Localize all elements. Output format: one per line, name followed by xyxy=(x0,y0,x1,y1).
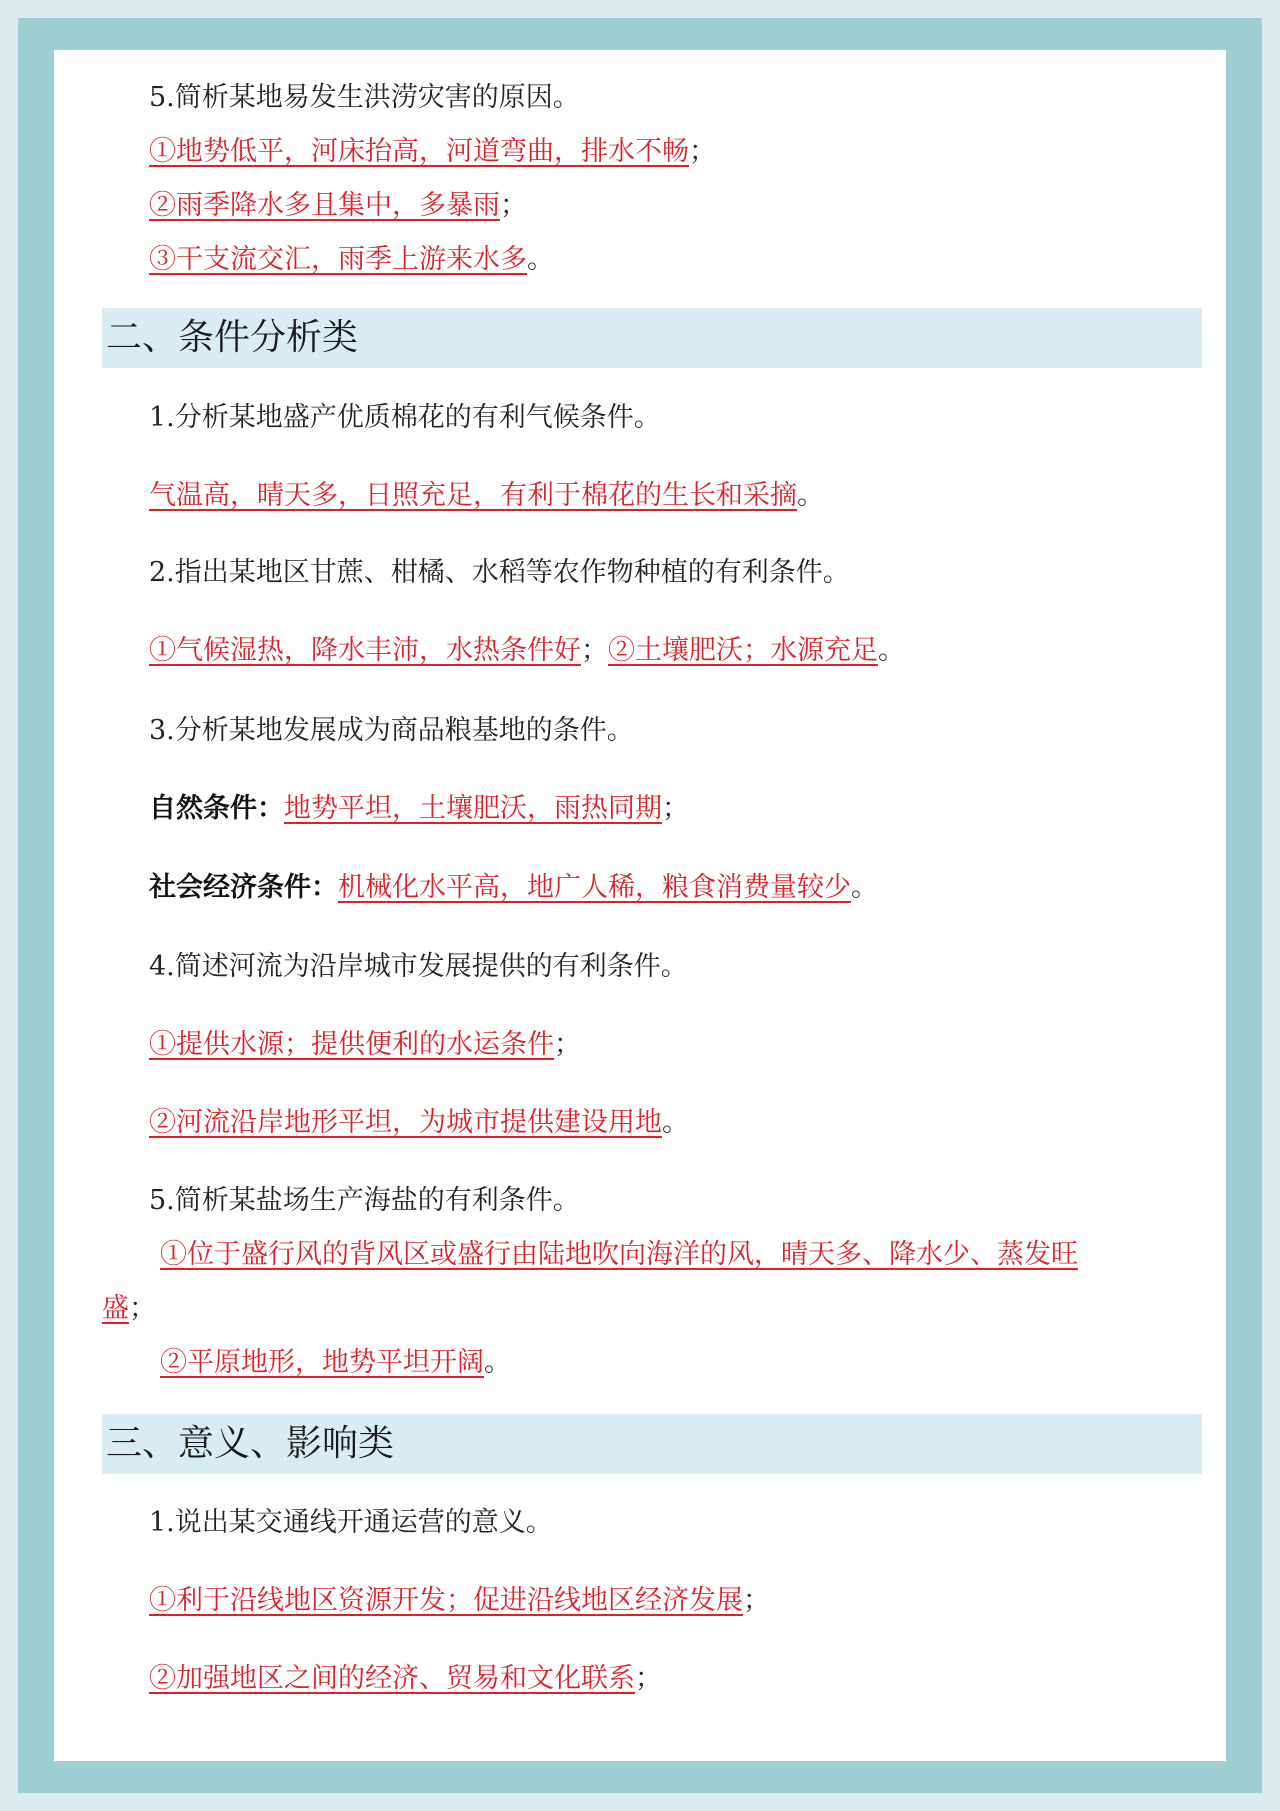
answer-river-city-2: ②河流沿岸地形平坦，为城市提供建设用地。 xyxy=(149,1107,689,1138)
question-flood: 5.简析某地易发生洪涝灾害的原因。 xyxy=(149,82,580,113)
section-heading-significance: 三、意义、影响类 xyxy=(102,1414,1202,1474)
answer-cotton: 气温高，晴天多，日照充足，有利于棉花的生长和采摘。 xyxy=(149,480,824,511)
answer-flood-3: ③干支流交汇，雨季上游来水多。 xyxy=(149,244,554,275)
answer-sea-salt-1-line2: 盛； xyxy=(102,1293,156,1324)
answer-transport-2: ②加强地区之间的经济、贸易和文化联系； xyxy=(149,1663,662,1694)
document-page xyxy=(54,50,1226,1761)
answer-sea-salt-1-line1: ①位于盛行风的背风区或盛行由陆地吹向海洋的风，晴天多、降水少、蒸发旺 xyxy=(160,1239,1078,1270)
section-heading-conditions: 二、条件分析类 xyxy=(102,308,1202,368)
answer-flood-2: ②雨季降水多且集中，多暴雨； xyxy=(149,190,527,221)
question-river-city: 4.简述河流为沿岸城市发展提供的有利条件。 xyxy=(149,951,688,982)
question-transport-line: 1.说出某交通线开通运营的意义。 xyxy=(149,1507,553,1538)
answer-sea-salt-2: ②平原地形，地势平坦开阔。 xyxy=(160,1347,511,1378)
question-grain-base: 3.分析某地发展成为商品粮基地的条件。 xyxy=(149,715,634,746)
answer-crops: ①气候湿热，降水丰沛，水热条件好；②土壤肥沃；水源充足。 xyxy=(149,635,905,666)
answer-river-city-1: ①提供水源；提供便利的水运条件； xyxy=(149,1029,581,1060)
answer-flood-1: ①地势低平，河床抬高，河道弯曲，排水不畅； xyxy=(149,136,716,167)
answer-social-conditions: 社会经济条件：机械化水平高，地广人稀，粮食消费量较少。 xyxy=(149,872,878,903)
answer-transport-1: ①利于沿线地区资源开发；促进沿线地区经济发展； xyxy=(149,1585,770,1616)
question-sea-salt: 5.简析某盐场生产海盐的有利条件。 xyxy=(149,1185,580,1216)
question-cotton: 1.分析某地盛产优质棉花的有利气候条件。 xyxy=(149,402,661,433)
question-crops: 2.指出某地区甘蔗、柑橘、水稻等农作物种植的有利条件。 xyxy=(149,557,850,588)
answer-natural-conditions: 自然条件：地势平坦，土壤肥沃，雨热同期； xyxy=(149,793,689,824)
